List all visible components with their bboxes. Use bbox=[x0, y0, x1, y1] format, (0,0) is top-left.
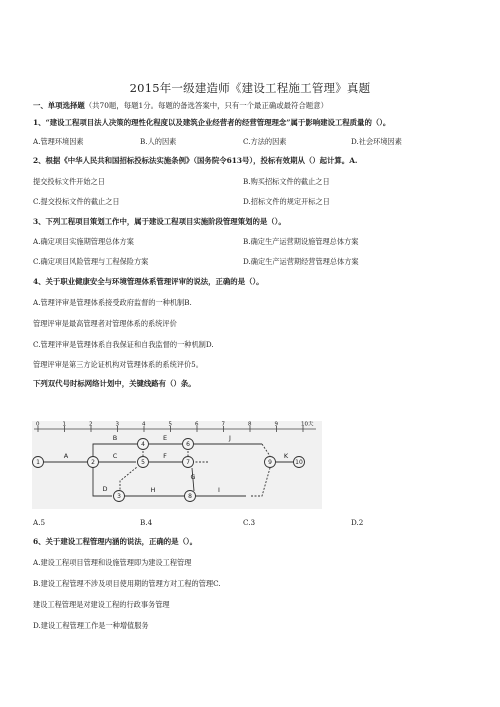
q5-option-d: D.2 bbox=[351, 518, 364, 527]
activity-label-F: F bbox=[163, 452, 167, 460]
q3-stem: 3、下列工程项目策划工作中，属于建设工程项目实施阶段管理策划的是（）。 bbox=[33, 217, 286, 226]
q6-stem: 6、关于建设工程管理内涵的说法，正确的是（）。 bbox=[33, 537, 198, 546]
tick-label-0: 0 bbox=[36, 421, 40, 428]
activity-label-B: B bbox=[112, 434, 118, 442]
activity-label-C: C bbox=[112, 452, 118, 460]
tick-label-7: 7 bbox=[221, 421, 225, 428]
activity-label-J: J bbox=[229, 434, 231, 442]
activity-label-H: H bbox=[150, 486, 156, 494]
q4-line-4: 管理评审是第三方论证机构对管理体系的系统评价5。 bbox=[33, 360, 203, 369]
activity-label-A: A bbox=[63, 452, 69, 460]
q6-line-4: D.建设工程管理工作是一种增值服务 bbox=[33, 621, 149, 630]
activity-label-E: E bbox=[162, 434, 168, 442]
node-label-4: 4 bbox=[141, 441, 145, 449]
q3-option-d: D.确定生产运营期经营管理总体方案 bbox=[243, 257, 359, 266]
node-label-9: 9 bbox=[268, 459, 272, 467]
q1-stem: 1、“建设工程项目法人决策的理性化程度以及建筑企业经营者的经营管理理念”属于影响建设工程质量的（）。 bbox=[33, 118, 391, 127]
tick-label-2: 2 bbox=[89, 421, 93, 428]
node-label-10: 10 bbox=[295, 459, 303, 467]
node-label-7: 7 bbox=[186, 459, 190, 467]
tick-label-1: 1 bbox=[62, 421, 66, 428]
q3-option-b: B.确定生产运营期设施管理总体方案 bbox=[243, 237, 359, 246]
q2-option-d: D.招标文件的规定开标之日 bbox=[243, 197, 330, 206]
page-title: 2015年一级建造师《建设工程施工管理》真题 bbox=[129, 81, 371, 95]
q6-line-3: 建设工程管理是对建设工程的行政事务管理 bbox=[33, 600, 170, 609]
q2-option-a: 提交投标文件开始之日 bbox=[33, 177, 105, 186]
tick-label-4: 4 bbox=[142, 421, 146, 428]
q1-option-a: A.管理环境因素 bbox=[33, 137, 84, 146]
tick-label-9: 9 bbox=[274, 421, 278, 428]
node-label-1: 1 bbox=[36, 459, 40, 467]
q5-option-a: A.5 bbox=[33, 518, 46, 527]
tick-label-10: 10天 bbox=[301, 421, 314, 428]
tick-label-6: 6 bbox=[195, 421, 199, 428]
q4-line-2: 管理评审是最高管理者对管理体系的系统评价 bbox=[33, 319, 177, 328]
q5-option-b: B.4 bbox=[140, 518, 153, 527]
q2-stem: 2、根据《中华人民共和国招标投标法实施条例》（国务院令613号），投标有效期从（）起计算。A. bbox=[33, 156, 358, 165]
tick-label-5: 5 bbox=[168, 421, 172, 428]
node-label-3: 3 bbox=[117, 493, 121, 501]
q1-option-b: B.人的因素 bbox=[140, 137, 177, 146]
activity-label-K: K bbox=[283, 452, 289, 460]
q1-option-d: D.社会环境因素 bbox=[351, 137, 402, 146]
section-heading: 一、单项选择题（共70题，每题1分。每题的备选答案中，只有一个最正确或最符合题意） bbox=[33, 101, 328, 110]
network-diagram bbox=[32, 421, 322, 509]
node-label-6: 6 bbox=[186, 441, 190, 449]
q3-option-c: C.确定项目风险管理与工程保险方案 bbox=[33, 257, 149, 266]
q2-option-c: C.提交投标文件的截止之日 bbox=[33, 197, 120, 206]
q4-line-1: A.管理评审是管理体系接受政府监督的一种机制B. bbox=[33, 298, 192, 307]
q4-line-3: C.管理评审是管理体系自我保证和自我监督的一种机制D. bbox=[33, 340, 214, 349]
node-label-5: 5 bbox=[141, 459, 145, 467]
q3-option-a: A.确定项目实施期管理总体方案 bbox=[33, 237, 134, 246]
q6-line-1: A.建设工程项目管理和设施管理即为建设工程管理 bbox=[33, 558, 192, 567]
q5-stem: 下列双代号时标网络计划中，关键线路有（）条。 bbox=[33, 379, 196, 388]
activity-label-G: G bbox=[190, 473, 196, 481]
q4-stem: 4、关于职业健康安全与环境管理体系管理评审的说法，正确的是（）。 bbox=[33, 277, 264, 286]
q6-line-2: B.建设工程管理不涉及项目使用期的管理方对工程的管理C. bbox=[33, 579, 221, 588]
node-label-8: 8 bbox=[188, 493, 192, 501]
tick-label-8: 8 bbox=[248, 421, 252, 428]
node-label-2: 2 bbox=[91, 459, 95, 467]
q5-option-c: C.3 bbox=[243, 518, 256, 527]
tick-label-3: 3 bbox=[115, 421, 119, 428]
q2-option-b: B.购买招标文件的截止之日 bbox=[243, 177, 330, 186]
activity-label-D: D bbox=[102, 485, 108, 493]
q1-option-c: C.方法的因素 bbox=[243, 137, 287, 146]
activity-label-I: I bbox=[218, 486, 220, 494]
